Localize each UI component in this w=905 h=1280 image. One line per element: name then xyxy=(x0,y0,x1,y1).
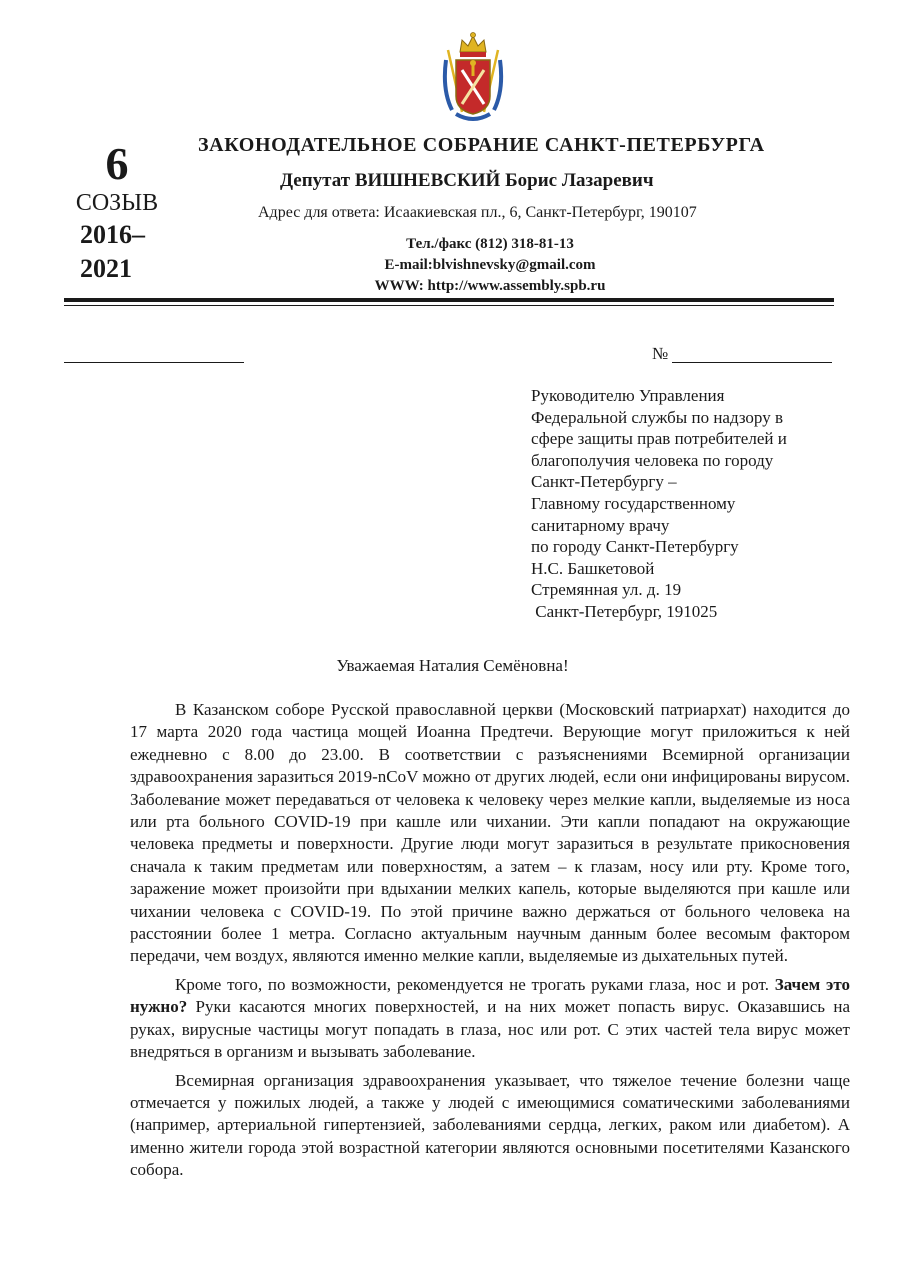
convocation-years-end: 2021 xyxy=(80,254,132,283)
recipient-line: Главному государственному xyxy=(531,493,736,513)
deputy-name: Депутат ВИШНЕВСКИЙ Борис Лазаревич xyxy=(280,170,654,191)
recipient-block xyxy=(531,385,787,623)
coat-of-arms-emblem xyxy=(440,30,506,126)
body-paragraph-2-question: Зачем это нужно? xyxy=(130,974,851,1017)
email-address: E-mail:blvishnevsky@gmail.com xyxy=(384,257,596,273)
recipient-line: санитарному врачу xyxy=(531,515,670,535)
recipient-line: Санкт-Петербургу – xyxy=(531,472,677,492)
recipient-line: Стремянная ул. д. 19 xyxy=(531,580,682,600)
recipient-line: Федеральной службы по надзору в xyxy=(531,407,783,427)
convocation-word: СОЗЫВ xyxy=(75,190,159,216)
recipient-line: Руководителю Управления xyxy=(531,386,725,405)
salutation: Уважаемая Наталия Семёновна! xyxy=(336,656,569,675)
convocation-number: 6 xyxy=(105,138,129,189)
header-rule-thin xyxy=(64,305,834,306)
body-paragraph-2-rest: Руки касаются многих поверхностей, и на них может попасть вирус. Оказавшись на руках, вирусные частицы могут попадать в глаза, нос или рот. С этих частей тела вирус может внедряться в организм и вызывать заболевание. xyxy=(130,997,850,1062)
website-url: WWW: http://www.assembly.spb.ru xyxy=(374,278,606,294)
reply-address: Адрес для ответа: Исаакиевская пл., 6, Санкт-Петербург, 190107 xyxy=(258,204,697,221)
recipient-line: Н.С. Башкетовой xyxy=(531,558,655,578)
body-paragraph-2 xyxy=(130,974,850,1064)
document-number-blank-line xyxy=(672,362,832,363)
contacts-block xyxy=(300,234,680,297)
recipient-line: сфере защиты прав потребителей и xyxy=(531,429,787,449)
recipient-line: по городу Санкт-Петербургу xyxy=(531,537,739,557)
recipient-line: Санкт-Петербург, 191025 xyxy=(531,601,718,621)
convocation-block xyxy=(62,140,172,286)
body-paragraph-1: В Казанском соборе Русской православной церкви (Московский патриархат) находится до 17 марта 2020 года частица мощей Иоанна Предтечи. Верующие могут приложиться к ней ежедневно с 8.00 до 23.00. В соответствии с разъяснениями Всемирной организации здравоохранения заразиться 2019-nCoV можно от других людей, если они инфицированы вирусом. Заболевание может передаваться от человека к человеку через мелкие капли, выделяемые из носа или рта больного COVID-19 при кашле или чихании. Эти капли попадают на окружающие человека предметы и поверхности. Другие люди могут заразиться в результате прикосновения сначала к таким предметам или поверхностям, а затем – к глазам, носу или рту. Кроме того, заражение может произойти при вдыхании мелких капель, которые выделяются при кашле или чихании человека с COVID-19. По этой причине важно держаться от больного человека на расстоянии более 1 метра. Согласно актуальным научным данным более весомым фактором передачи, чем воздух, являются именно мелкие капли, выделяемые из дыхательных путей. xyxy=(130,700,850,966)
body-paragraph-2-intro: Кроме того, по возможности, рекомендуется не трогать руками глаза, нос и рот. xyxy=(175,974,769,994)
date-blank-line xyxy=(64,362,244,363)
body-paragraph-3: Всемирная организация здравоохранения указывает, что тяжелое течение болезни чаще отмечается у пожилых людей, а также у людей с имеющимися соматическими заболеваниями (например, артериальной гипертензией, заболеваниями сердца, легких, раком или диабетом). А именно жители города этой возрастной категории являются основными посетителями Казанского собора. xyxy=(130,1070,850,1180)
letter-body xyxy=(130,699,850,1188)
convocation-years-start: 2016– xyxy=(80,220,145,249)
recipient-line: благополучия человека по городу xyxy=(531,450,774,470)
organization-title: ЗАКОНОДАТЕЛЬНОЕ СОБРАНИЕ САНКТ-ПЕТЕРБУРГА xyxy=(198,134,765,156)
phone-fax: Тел./факс (812) 318-81-13 xyxy=(406,236,574,252)
document-number-label: № xyxy=(652,344,669,363)
header-rule-thick xyxy=(64,298,834,302)
